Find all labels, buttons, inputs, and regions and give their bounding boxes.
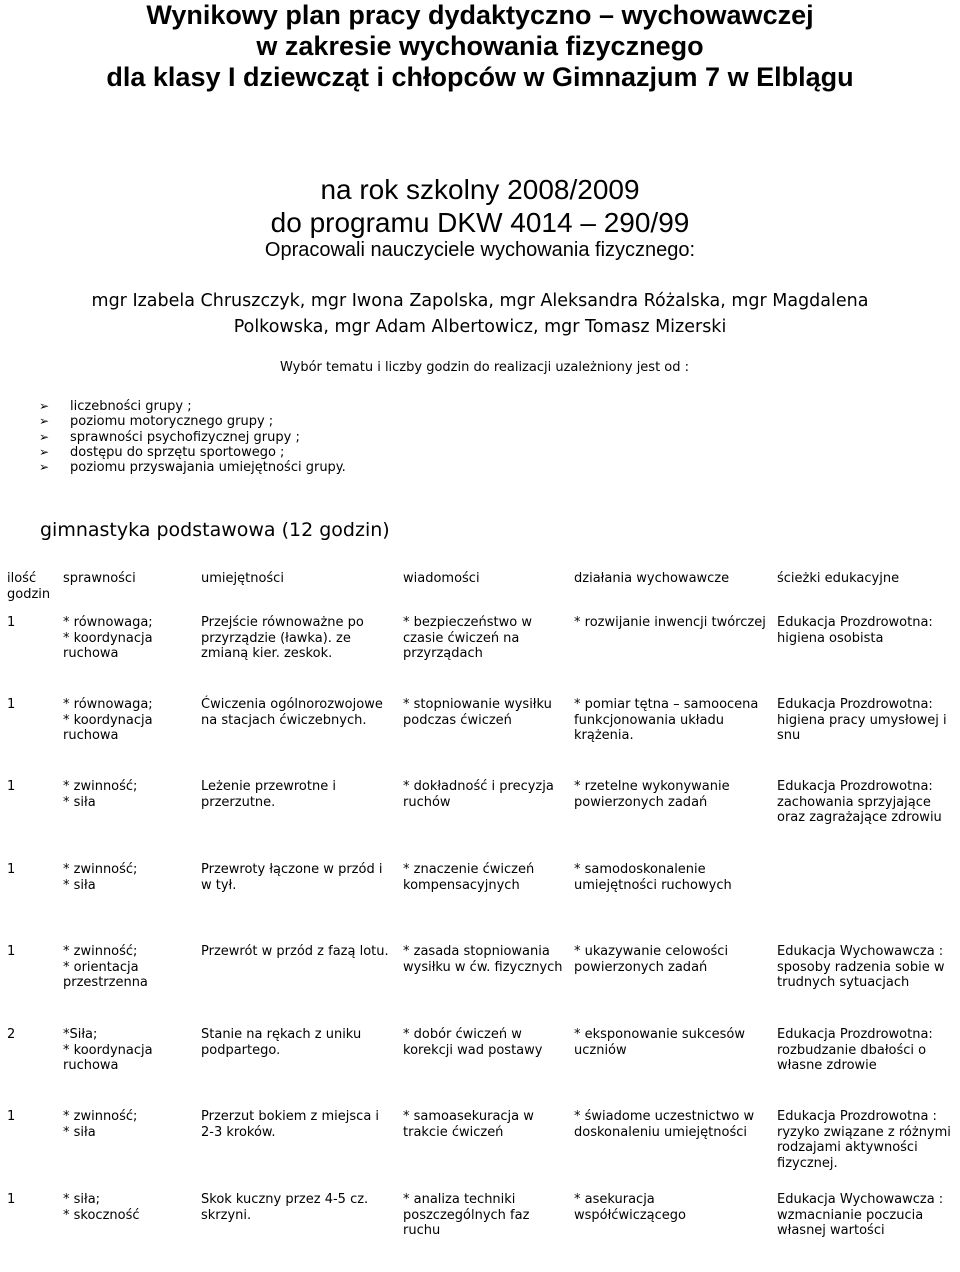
hours-cell: 1 <box>7 944 16 959</box>
educational-paths-cell: Edukacja Prozdrowotna: rozbudzanie dbałości o własne zdrowie <box>777 1027 933 1073</box>
hours-cell: 1 <box>7 615 16 630</box>
educational-paths-cell: Edukacja Wychowawcza : sposoby radzenia sobie w trudnych sytuacjach <box>777 944 945 990</box>
list-item <box>39 460 346 475</box>
educational-paths-cell: Edukacja Prozdrowotna: higiena osobista <box>777 615 933 646</box>
abilities-cell: Skok kuczny przez 4-5 cz. skrzyni. <box>201 1192 369 1223</box>
abilities-cell: Leżenie przewrotne i przerzutne. <box>201 779 336 810</box>
skills-cell: * zwinność; * orientacja przestrzenna <box>63 944 148 990</box>
skills-cell: *Siła; * koordynacja ruchowa <box>63 1027 153 1073</box>
hours-cell: 2 <box>7 1027 16 1042</box>
educational-actions-cell: * rozwijanie inwencji twórczej <box>574 615 766 630</box>
knowledge-cell: * samoasekuracja w trakcie ćwiczeń <box>403 1109 534 1140</box>
educational-actions-cell: * eksponowanie sukcesów uczniów <box>574 1027 745 1058</box>
title-line: Wynikowy plan pracy dydaktyczno – wychowawczej <box>146 0 814 30</box>
list-item <box>39 445 346 460</box>
skills-cell: * równowaga; * koordynacja ruchowa <box>63 615 153 661</box>
prepared-by: Opracowali nauczyciele wychowania fizycznego: <box>264 239 696 261</box>
educational-paths-cell: Edukacja Prozdrowotna: zachowania sprzyjające oraz zagrażające zdrowiu <box>777 779 942 825</box>
column-header: sprawności <box>63 571 136 586</box>
hours-cell: 1 <box>7 697 16 712</box>
knowledge-cell: * analiza techniki poszczególnych faz ruchu <box>403 1192 530 1238</box>
educational-paths-cell: Edukacja Prozdrowotna: higiena pracy umysłowej i snu <box>777 697 947 743</box>
column-header: ilość godzin <box>7 571 51 602</box>
abilities-cell: Stanie na rękach z uniku podpartego. <box>201 1027 362 1058</box>
educational-actions-cell: * asekuracja współćwiczącego <box>574 1192 686 1223</box>
column-header: ścieżki edukacyjne <box>777 571 900 586</box>
column-header: działania wychowawcze <box>574 571 730 586</box>
educational-actions-cell: * pomiar tętna – samoocena funkcjonowania układu krążenia. <box>574 697 759 743</box>
skills-cell: * zwinność; * siła <box>63 862 138 893</box>
arrow-bullet-icon: ➢ <box>39 444 50 459</box>
educational-actions-cell: * samodoskonalenie umiejętności ruchowych <box>574 862 732 893</box>
educational-paths-cell: Edukacja Prozdrowotna : ryzyko związane z różnymi rodzajami aktywności fizycznej. <box>777 1109 951 1171</box>
abilities-cell: Przejście równoważne po przyrządzie (ławka). ze zmianą kier. zeskok. <box>201 615 364 661</box>
list-item <box>39 414 346 429</box>
column-header: wiadomości <box>403 571 480 586</box>
document-title <box>0 0 960 93</box>
section-title: gimnastyka podstawowa (12 godzin) <box>40 519 390 541</box>
hours-cell: 1 <box>7 1192 16 1207</box>
knowledge-cell: * bezpieczeństwo w czasie ćwiczeń na przyrządach <box>403 615 532 661</box>
title-line: w zakresie wychowania fizycznego <box>256 31 704 61</box>
educational-actions-cell: * rzetelne wykonywanie powierzonych zadań <box>574 779 730 810</box>
list-item <box>39 399 346 414</box>
abilities-cell: Przewrót w przód z fazą lotu. <box>201 944 389 959</box>
factor-text: liczebności grupy ; <box>70 399 192 414</box>
topic-choice-note: Wybór tematu i liczby godzin do realizacji uzależniony jest od : <box>280 360 690 375</box>
arrow-bullet-icon: ➢ <box>39 429 50 444</box>
abilities-cell: Ćwiczenia ogólnorozwojowe na stacjach ćwiczebnych. <box>201 697 383 728</box>
skills-cell: * zwinność; * siła <box>63 1109 138 1140</box>
hours-cell: 1 <box>7 1109 16 1124</box>
factor-text: sprawności psychofizycznej grupy ; <box>70 429 300 445</box>
arrow-bullet-icon: ➢ <box>39 460 50 475</box>
hours-cell: 1 <box>7 779 16 794</box>
list-item <box>39 430 346 445</box>
factor-text: dostępu do sprzętu sportowego ; <box>70 444 285 460</box>
skills-cell: * zwinność; * siła <box>63 779 138 810</box>
title-line: dla klasy I dziewcząt i chłopców w Gimnazjum 7 w Elblągu <box>106 62 854 92</box>
knowledge-cell: * stopniowanie wysiłku podczas ćwiczeń <box>403 697 552 728</box>
arrow-bullet-icon: ➢ <box>39 399 50 413</box>
educational-paths-cell: Edukacja Wychowawcza : wzmacnianie poczucia własnej wartości <box>777 1192 944 1238</box>
factor-text: poziomu motorycznego grupy ; <box>70 414 274 430</box>
hours-cell: 1 <box>7 862 16 877</box>
educational-actions-cell: * świadome uczestnictwo w doskonaleniu umiejętności <box>574 1109 755 1140</box>
factors-list <box>39 399 346 475</box>
skills-cell: * równowaga; * koordynacja ruchowa <box>63 697 153 743</box>
program-number: do programu DKW 4014 – 290/99 <box>270 207 690 238</box>
knowledge-cell: * dobór ćwiczeń w korekcji wad postawy <box>403 1027 543 1058</box>
authors-line: Polkowska, mgr Adam Albertowicz, mgr Tomasz Mizerski <box>233 317 727 337</box>
knowledge-cell: * dokładność i precyzja ruchów <box>403 779 554 810</box>
school-year: na rok szkolny 2008/2009 <box>320 174 640 205</box>
knowledge-cell: * znaczenie ćwiczeń kompensacyjnych <box>403 862 535 893</box>
arrow-bullet-icon: ➢ <box>39 414 50 429</box>
skills-cell: * siła; * skoczność <box>63 1192 140 1223</box>
column-header: umiejętności <box>201 571 284 586</box>
authors-line: mgr Izabela Chruszczyk, mgr Iwona Zapolska, mgr Aleksandra Różalska, mgr Magdalena <box>91 291 869 311</box>
school-year-block <box>0 173 960 239</box>
abilities-cell: Przerzut bokiem z miejsca i 2-3 kroków. <box>201 1109 380 1140</box>
abilities-cell: Przewroty łączone w przód i w tył. <box>201 862 383 893</box>
knowledge-cell: * zasada stopniowania wysiłku w ćw. fizycznych <box>403 944 563 975</box>
factor-text: poziomu przyswajania umiejętności grupy. <box>70 460 346 476</box>
authors-list <box>0 288 960 340</box>
educational-actions-cell: * ukazywanie celowości powierzonych zadań <box>574 944 729 975</box>
